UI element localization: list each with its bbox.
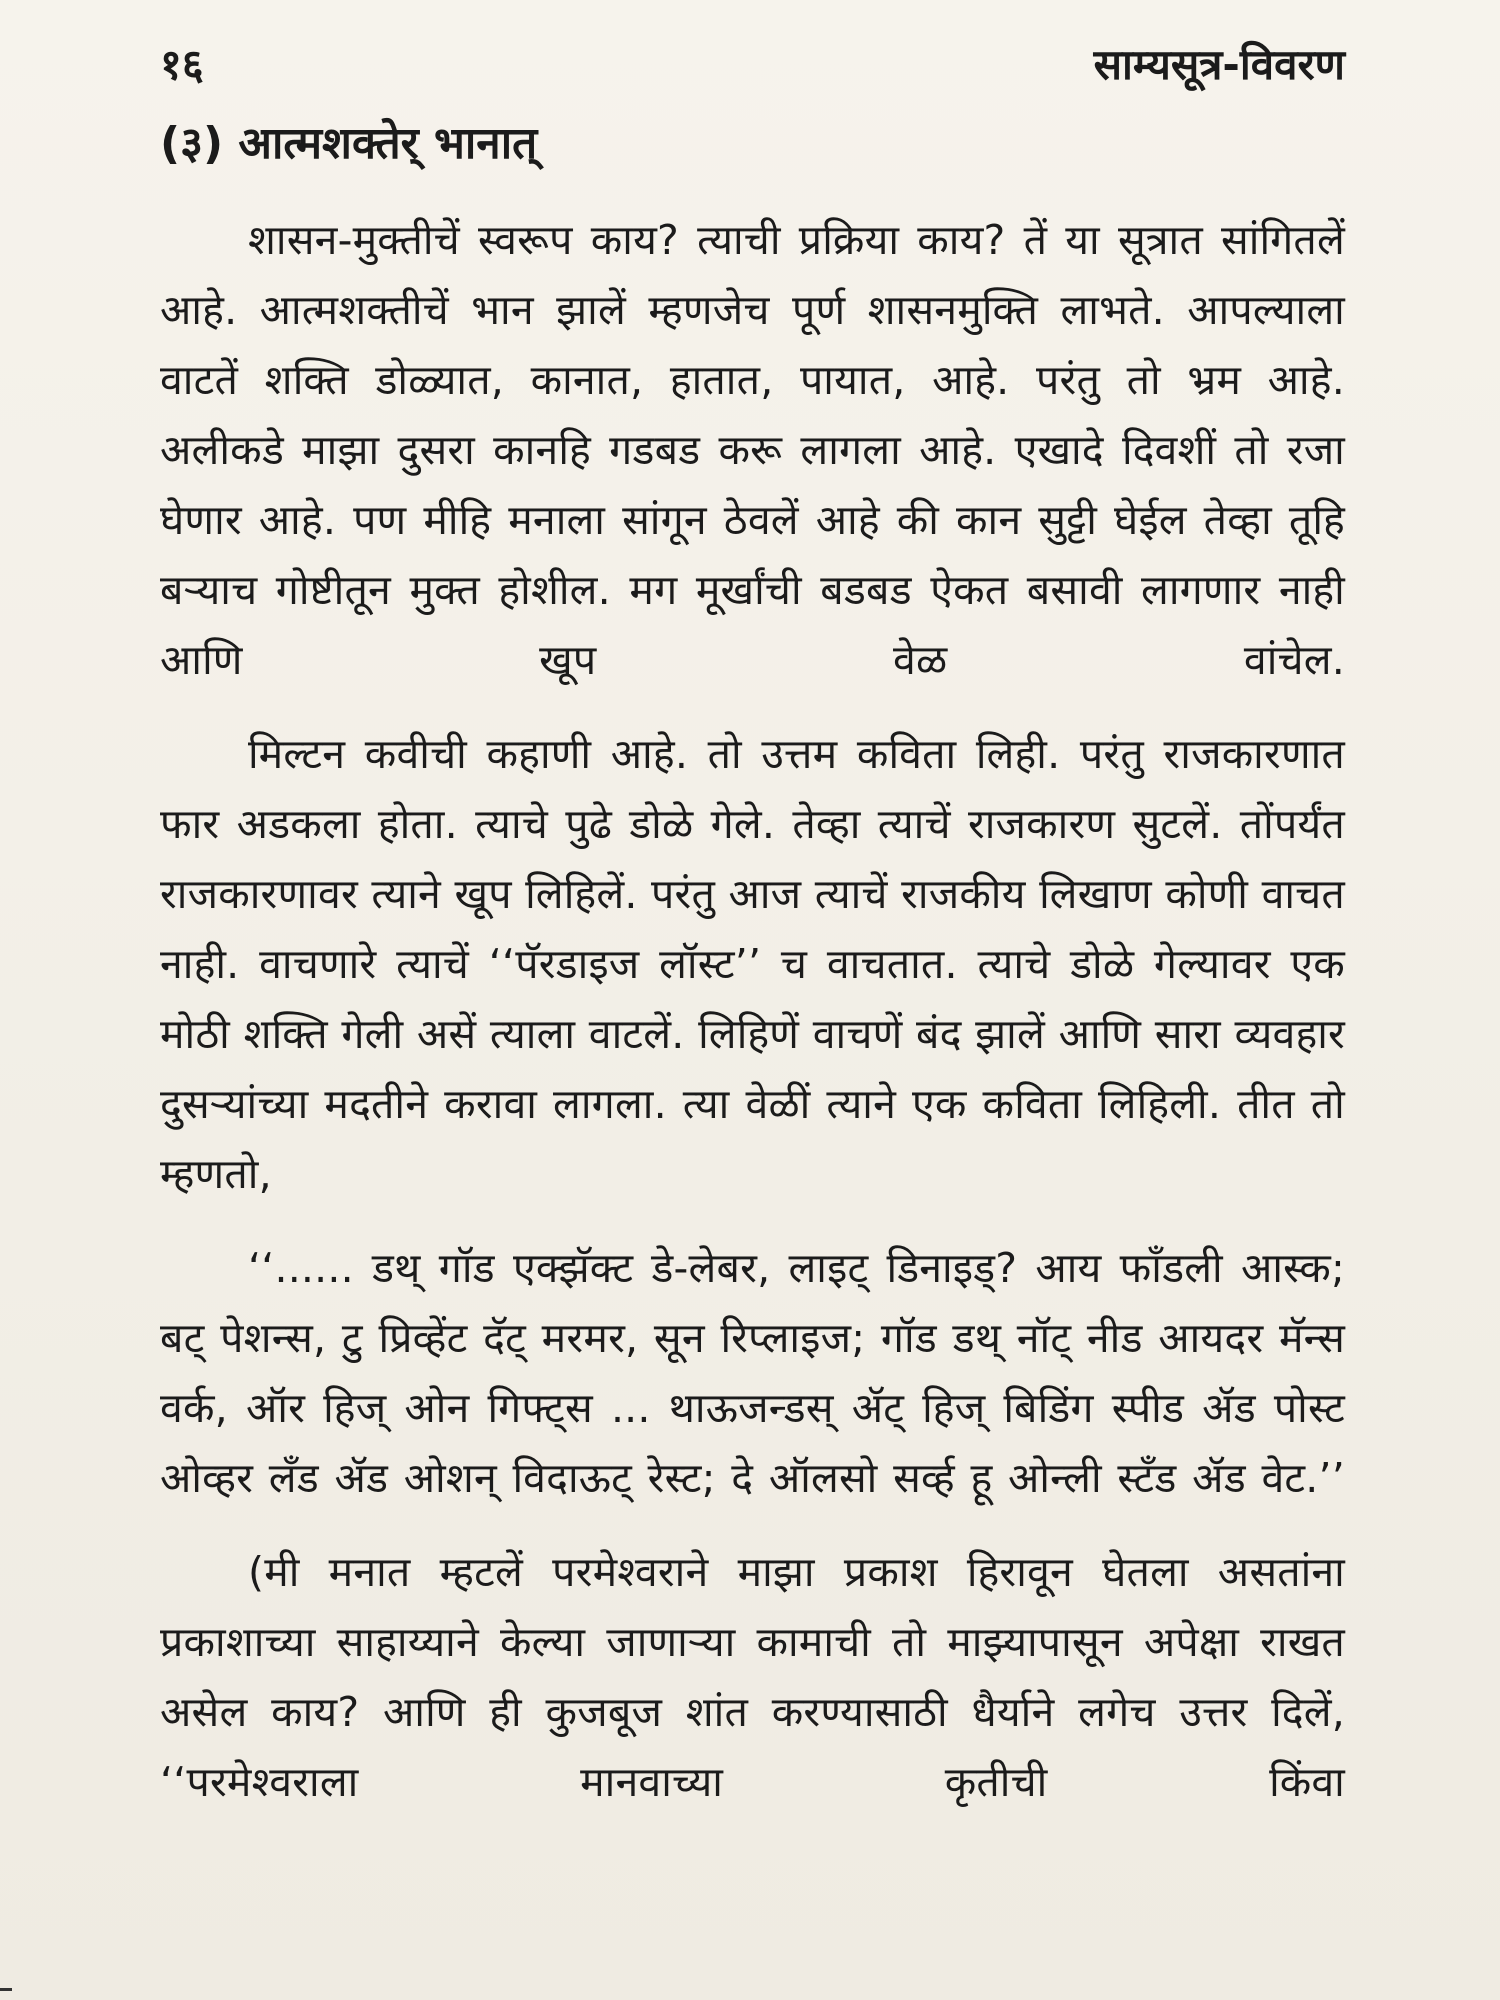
page-body (160, 205, 1345, 1817)
paragraph-shasan-mukti: शासन-मुक्तीचें स्वरूप काय? त्याची प्रक्रिया काय? तें या सूत्रात सांगितलें आहे. आत्मशक्तीचें भान झालें म्हणजेच पूर्ण शासनमुक्ति लाभते. आपल्याला वाटतें शक्ति डोळ्यात, कानात, हातात, पायात, आहे. परंतु तो भ्रम आहे. अलीकडे माझा दुसरा कानहि गडबड करू लागला आहे. एखादे दिवशीं तो रजा घेणार आहे. पण मीहि मनाला सांगून ठेवलें आहे की कान सुट्टी घेईल तेव्हा तूहि बऱ्याच गोष्टीतून मुक्त होशील. मग मूर्खांची बडबड ऐकत बसावी लागणार नाही आणि खूप वेळ वांचेल. (160, 216, 1345, 684)
paragraph-gap (160, 1513, 1345, 1537)
running-title: साम्यसूत्र-विवरण (1093, 39, 1345, 89)
page-number: १६ (160, 39, 204, 89)
running-header (160, 28, 1345, 98)
paragraph-gap (160, 695, 1345, 719)
paragraph-milton: मिल्टन कवीची कहाणी आहे. तो उत्तम कविता लिही. परंतु राजकारणात फार अडकला होता. त्याचे पुढे डोळे गेले. तेव्हा त्याचें राजकारण सुटलें. तोंपर्यंत राजकारणावर त्याने खूप लिहिलें. परंतु आज त्याचें राजकीय लिखाण कोणी वाचत नाही. वाचणारे त्याचें ‘‘पॅरडाइज लॉस्ट’’ च वाचतात. त्याचे डोळे गेल्यावर एक मोठी शक्ति गेली असें त्याला वाटलें. लिहिणें वाचणें बंद झालें आणि सारा व्यवहार दुसऱ्यांच्या मदतीने करावा लागला. त्या वेळीं त्याने एक कविता लिहिली. तीत तो म्हणतो, (160, 730, 1345, 1198)
paragraph-gap (160, 1209, 1345, 1233)
margin-mark (0, 1988, 12, 1991)
section-heading: (३) आत्मशक्तेर् भानात् (160, 118, 538, 169)
paragraph-translation: (मी मनात म्हटलें परमेश्वराने माझा प्रकाश हिरावून घेतला असतांना प्रकाशाच्या साहाय्याने केल्या जाणाऱ्या कामाची तो माझ्यापासून अपेक्षा राखत असेल काय? आणि ही कुजबूज शांत करण्यासाठी धैर्याने लगेच उत्तर दिलें, ‘‘परमेश्वराला मानवाच्या कृतीची किंवा (160, 1548, 1345, 1806)
paragraph-poem-quote: ‘‘...... डथ् गॉड एक्झॅक्ट डे-लेबर, लाइट् डिनाइड्? आय फॉंडली आस्क; बट् पेशन्स, टु प्रिव्हेंट दॅट् मरमर, सून रिप्लाइज; गॉड डथ् नॉट् नीड आयदर मॅन्स वर्क, ऑर हिज् ओन गिफ्ट्स ... थाऊजन्डस् ॲट् हिज् बिडिंग स्पीड ॲड पोस्ट ओव्हर लॅंड ॲड ओशन् विदाऊट् रेस्ट; दे ऑलसो सर्व्ह हू ओन्ली स्टॅंड ॲड वेट.’’ (160, 1244, 1345, 1502)
